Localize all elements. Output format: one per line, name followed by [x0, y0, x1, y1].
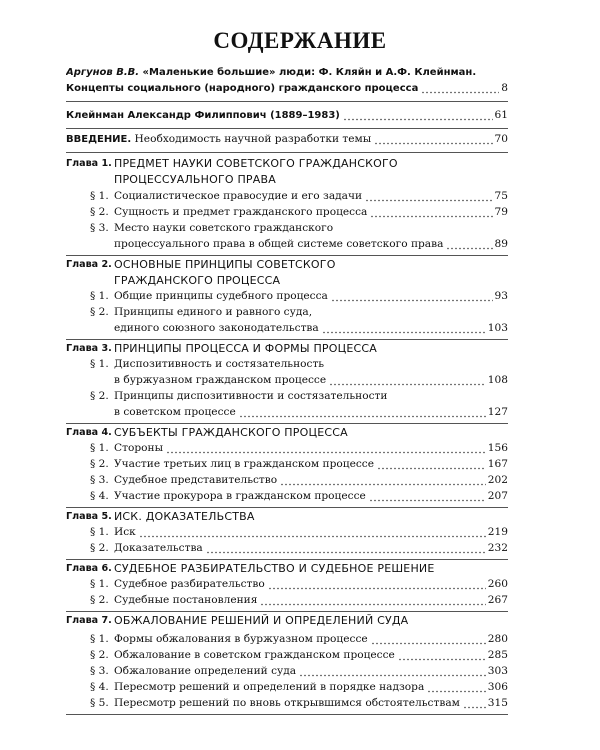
- entry-text: Необходимость научной разработки темы: [131, 133, 372, 145]
- dot-leader: [322, 320, 486, 337]
- section-title: Общие принципы судебного процесса: [114, 290, 328, 302]
- section-number: § 2.: [90, 390, 109, 402]
- chapter-title[interactable]: ПРОЦЕССУАЛЬНОГО ПРАВА: [114, 173, 276, 186]
- page-number: 280: [487, 633, 508, 645]
- dot-leader: [427, 679, 486, 696]
- section-title: Место науки советского гражданского: [114, 222, 334, 234]
- section-number: § 2.: [90, 306, 109, 318]
- page-number: 260: [487, 578, 508, 590]
- section-title: Пересмотр решений и определений в порядке надзора: [114, 681, 425, 693]
- entry-label: ВВЕДЕНИЕ.: [66, 134, 132, 145]
- chapter-title[interactable]: ОБЖАЛОВАНИЕ РЕШЕНИЙ И ОПРЕДЕЛЕНИЙ СУДА: [114, 614, 409, 627]
- dot-leader: [268, 576, 486, 593]
- section-number: § 3.: [90, 474, 109, 486]
- section-number: § 1.: [90, 358, 109, 370]
- toc-section[interactable]: [114, 220, 508, 237]
- page-number: 303: [487, 665, 508, 677]
- chapter-title[interactable]: СУБЪЕКТЫ ГРАЖДАНСКОГО ПРОЦЕССА: [114, 426, 348, 439]
- section-title: Участие третьих лиц в гражданском процессе: [114, 458, 374, 470]
- dot-leader: [371, 631, 486, 648]
- dot-leader: [369, 488, 486, 505]
- page-number: 61: [494, 109, 508, 121]
- divider: [66, 714, 508, 715]
- section-title: Судебное разбирательство: [114, 578, 265, 590]
- chapter-label: Глава 3.: [66, 343, 112, 354]
- section-title: Социалистическое правосудие и его задачи: [114, 190, 363, 202]
- section-title: Принципы диспозитивности и состязательности: [114, 390, 388, 402]
- toc-section[interactable]: [114, 592, 508, 609]
- chapter-label: Глава 6.: [66, 563, 112, 574]
- chapter-title[interactable]: ОСНОВНЫЕ ПРИНЦИПЫ СОВЕТСКОГО: [114, 258, 336, 271]
- section-title: Формы обжалования в буржуазном процессе: [114, 633, 368, 645]
- toc-section[interactable]: [114, 631, 508, 648]
- toc-entry-intro[interactable]: [66, 131, 508, 148]
- toc-section[interactable]: [114, 188, 508, 205]
- toc-section[interactable]: [114, 679, 508, 696]
- section-title: Судебные постановления: [114, 594, 258, 606]
- chapter-label: Глава 4.: [66, 427, 112, 438]
- page-number: 127: [487, 406, 508, 418]
- entry-author: Аргунов В.В.: [66, 67, 140, 78]
- section-number: § 4.: [90, 681, 109, 693]
- divider: [66, 101, 508, 102]
- section-title-cont: процессуального права в общей системе советского права: [114, 238, 444, 250]
- toc-section[interactable]: [114, 472, 508, 489]
- page-number: 267: [487, 594, 508, 606]
- dot-leader: [377, 456, 486, 473]
- page-number: 219: [487, 526, 508, 538]
- page-number: 79: [494, 206, 508, 218]
- dot-leader: [331, 288, 493, 305]
- toc-entry-argunov[interactable]: [66, 64, 508, 81]
- toc-section[interactable]: [114, 388, 508, 405]
- divider: [66, 152, 508, 153]
- section-title: Доказательства: [114, 542, 203, 554]
- section-number: § 2.: [90, 542, 109, 554]
- dot-leader: [446, 236, 493, 253]
- section-title: Диспозитивность и состязательность: [114, 358, 325, 370]
- toc-section[interactable]: [114, 663, 508, 680]
- page-number: 89: [494, 238, 508, 250]
- page-number: 167: [487, 458, 508, 470]
- dot-leader: [329, 372, 486, 389]
- page-number: 156: [487, 442, 508, 454]
- toc-section[interactable]: [114, 440, 508, 457]
- toc-section[interactable]: [114, 204, 508, 221]
- toc-section[interactable]: [114, 488, 508, 505]
- dot-leader: [239, 404, 486, 421]
- chapter-label: Глава 2.: [66, 259, 112, 270]
- dot-leader: [374, 131, 493, 148]
- toc-entry-argunov-line2[interactable]: [66, 80, 508, 97]
- chapter-title[interactable]: ПРИНЦИПЫ ПРОЦЕССА И ФОРМЫ ПРОЦЕССА: [114, 342, 378, 355]
- section-number: § 1.: [90, 290, 109, 302]
- section-title: Обжалование определений суда: [114, 665, 297, 677]
- section-number: § 3.: [90, 665, 109, 677]
- entry-title: «Маленькие большие» люди: Ф. Кляйн и А.Ф. Клейнман.: [139, 67, 477, 78]
- page-number: 285: [487, 649, 508, 661]
- page-number: 207: [487, 490, 508, 502]
- toc-entry-kleinman[interactable]: [66, 107, 508, 124]
- page-number: 75: [494, 190, 508, 202]
- section-title: Стороны: [114, 442, 163, 454]
- toc-section-cont[interactable]: [114, 236, 508, 253]
- toc-section[interactable]: [114, 524, 508, 541]
- section-number: § 2.: [90, 206, 109, 218]
- page-number: 315: [487, 697, 508, 709]
- toc-section[interactable]: [114, 456, 508, 473]
- page-number: 108: [487, 374, 508, 386]
- section-title-cont: единого союзного законодательства: [114, 322, 319, 334]
- dot-leader: [365, 188, 493, 205]
- section-number: § 1.: [90, 633, 109, 645]
- section-number: § 2.: [90, 458, 109, 470]
- chapter-title[interactable]: ПРЕДМЕТ НАУКИ СОВЕТСКОГО ГРАЖДАНСКОГО: [114, 157, 398, 170]
- dot-leader: [166, 440, 486, 457]
- toc-section-cont[interactable]: [114, 404, 508, 421]
- page-number: 306: [487, 681, 508, 693]
- dot-leader: [260, 592, 486, 609]
- chapter-label: Глава 7.: [66, 615, 112, 626]
- section-number: § 1.: [90, 442, 109, 454]
- toc-section-cont[interactable]: [114, 320, 508, 337]
- section-title: Сущность и предмет гражданского процесса: [114, 206, 368, 218]
- dot-leader: [139, 524, 486, 541]
- page-number: 103: [487, 322, 508, 334]
- section-number: § 1.: [90, 190, 109, 202]
- entry-text: Клейнман Александр Филиппович (1889–1983): [66, 110, 340, 121]
- dot-leader: [280, 472, 486, 489]
- section-title: Иск: [114, 526, 136, 538]
- toc-section[interactable]: [114, 356, 508, 373]
- dot-leader: [398, 647, 486, 664]
- divider: [66, 128, 508, 129]
- section-title-cont: в буржуазном гражданском процессе: [114, 374, 327, 386]
- section-number: § 2.: [90, 649, 109, 661]
- toc-section[interactable]: [114, 288, 508, 305]
- page-number: 8: [501, 82, 508, 94]
- entry-title-line2: Концепты социального (народного) гражданского процесса: [66, 83, 419, 94]
- section-title-cont: в советском процессе: [114, 406, 236, 418]
- page-number: 232: [487, 542, 508, 554]
- section-number: § 1.: [90, 526, 109, 538]
- section-number: § 5.: [90, 697, 109, 709]
- page-number: 70: [494, 133, 508, 145]
- chapter-label: Глава 5.: [66, 511, 112, 522]
- section-number: § 3.: [90, 222, 109, 234]
- dot-leader: [343, 107, 493, 124]
- dot-leader: [299, 663, 486, 680]
- section-title: Пересмотр решений по вновь открывшимся обстоятельствам: [114, 697, 460, 709]
- chapter-title[interactable]: ИСК. ДОКАЗАТЕЛЬСТВА: [114, 510, 255, 523]
- section-number: § 4.: [90, 490, 109, 502]
- toc-section[interactable]: [114, 576, 508, 593]
- page-title: СОДЕРЖАНИЕ: [213, 28, 387, 53]
- toc-section[interactable]: [114, 647, 508, 664]
- dot-leader: [421, 80, 499, 97]
- section-number: § 1.: [90, 578, 109, 590]
- chapter-label: Глава 1.: [66, 158, 112, 169]
- chapter-title[interactable]: ГРАЖДАНСКОГО ПРОЦЕССА: [114, 274, 281, 287]
- toc-section[interactable]: [114, 304, 508, 321]
- section-title: Участие прокурора в гражданском процессе: [114, 490, 366, 502]
- section-title: Принципы единого и равного суда,: [114, 306, 313, 318]
- section-number: § 2.: [90, 594, 109, 606]
- dot-leader: [370, 204, 493, 221]
- toc-section[interactable]: [114, 540, 508, 557]
- section-title: Судебное представительство: [114, 474, 278, 486]
- dot-leader: [206, 540, 486, 557]
- section-title: Обжалование в советском гражданском процессе: [114, 649, 395, 661]
- page-number: 202: [487, 474, 508, 486]
- page-number: 93: [494, 290, 508, 302]
- dot-leader: [463, 695, 486, 712]
- chapter-title[interactable]: СУДЕБНОЕ РАЗБИРАТЕЛЬСТВО И СУДЕБНОЕ РЕШЕНИЕ: [114, 562, 435, 575]
- toc-section[interactable]: [114, 695, 508, 712]
- toc-section-cont[interactable]: [114, 372, 508, 389]
